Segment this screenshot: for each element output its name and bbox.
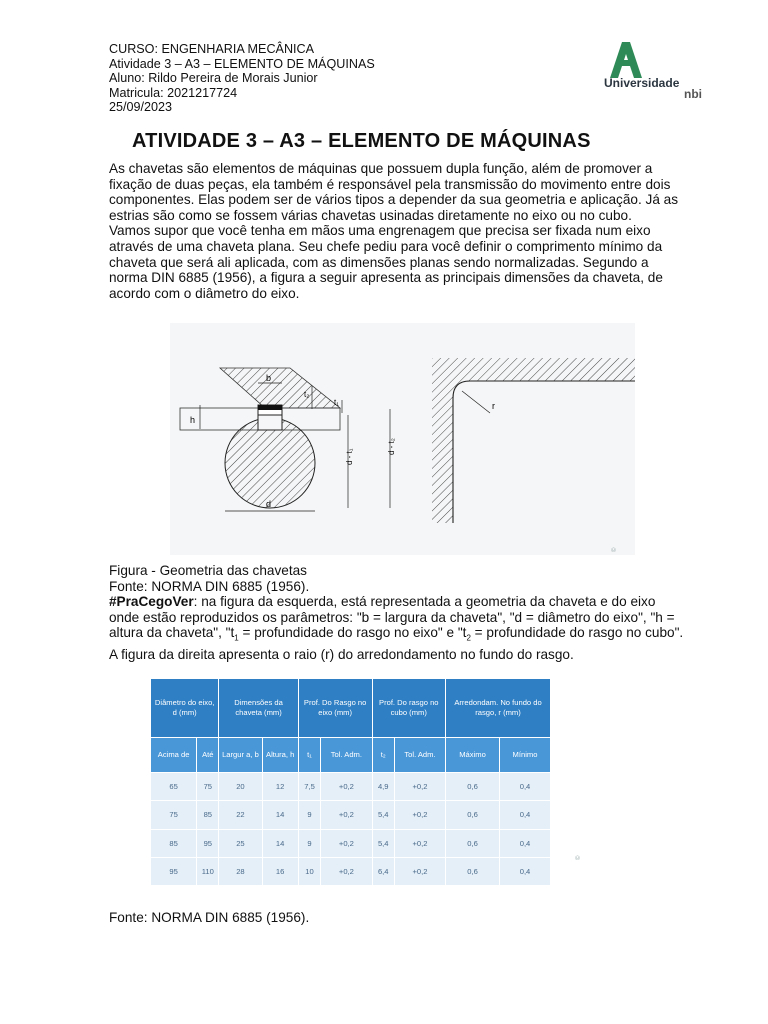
footer-source: Fonte: NORMA DIN 6885 (1956). <box>109 910 310 925</box>
logo-mark-icon <box>606 40 646 80</box>
label-d: d <box>266 499 272 509</box>
caption-title: Figura - Geometria das chavetas <box>109 563 307 578</box>
logo-text: Universidade <box>604 76 680 90</box>
label-h: h <box>190 415 196 425</box>
caption-description <box>109 594 689 662</box>
page-title: ATIVIDADE 3 – A3 – ELEMENTO DE MÁQUINAS <box>132 130 591 152</box>
paragraph-intro: As chavetas são elementos de máquinas que possuem dupla função, além de promover a fixação de duas peças, ela também é responsável pela transmissão do movimento entre dois componentes. Elas podem ser de vários tipos a depender da sua geometria e aplicação. Já as estrias são como se fossem várias chavetas usinadas diretamente no eixo ou no cubo. <box>109 161 679 223</box>
col-header: Tol. Adm. <box>394 737 445 772</box>
table-cell: 95 <box>197 829 219 857</box>
table-cell: 0,4 <box>500 857 551 885</box>
col-header: Altura, h <box>262 737 298 772</box>
label-b: b <box>266 373 272 383</box>
table-cell: 0,6 <box>446 857 500 885</box>
table-cell: 9 <box>298 829 321 857</box>
table-cell: 5,4 <box>372 829 394 857</box>
caption-sub1: 1 <box>234 634 239 644</box>
table-sub-header <box>151 737 551 772</box>
table-cell: +0,2 <box>321 801 372 829</box>
table-row <box>151 801 551 829</box>
header-registration: Matricula: 2021217724 <box>109 85 238 100</box>
table-cell: 110 <box>197 857 219 885</box>
label-t2: t₂ <box>304 390 310 399</box>
table-cell: 20 <box>219 773 262 801</box>
table-cell: +0,2 <box>321 857 372 885</box>
table-cell: +0,2 <box>394 857 445 885</box>
key-geometry-figure <box>170 323 635 555</box>
label-t1: t₁ <box>334 398 339 407</box>
table-cell: 95 <box>151 857 197 885</box>
table-cell: +0,2 <box>321 773 372 801</box>
group-key-dimensions: Dimensões da chaveta (mm) <box>219 679 298 738</box>
header-block <box>109 42 375 115</box>
table-cell: 0,6 <box>446 773 500 801</box>
group-hub-depth: Prof. Do rasgo no cubo (mm) <box>372 679 446 738</box>
body-text <box>109 161 689 301</box>
table-cell: +0,2 <box>394 829 445 857</box>
header-activity: Atividade 3 – A3 – ELEMENTO DE MÁQUINAS <box>109 56 375 71</box>
group-shaft-depth: Prof. Do Rasgo no eixo (mm) <box>298 679 372 738</box>
col-header: t₂ <box>372 737 394 772</box>
table-body <box>151 773 551 886</box>
col-header: Até <box>197 737 219 772</box>
header-course: CURSO: ENGENHARIA MECÂNICA <box>109 42 315 56</box>
table-row <box>151 829 551 857</box>
table-cell: 75 <box>151 801 197 829</box>
table-cell: 0,6 <box>446 829 500 857</box>
table-cell: 7,5 <box>298 773 321 801</box>
table-cell: 14 <box>262 801 298 829</box>
table-row <box>151 857 551 885</box>
label-r: r <box>492 401 495 411</box>
caption-source: Fonte: NORMA DIN 6885 (1956). <box>109 578 310 594</box>
label-d-t1: d - t₁ <box>345 448 354 465</box>
table-cell: 9 <box>298 801 321 829</box>
table-cell: 14 <box>262 829 298 857</box>
table-cell: 4,9 <box>372 773 394 801</box>
table-cell: +0,2 <box>394 773 445 801</box>
table-cell: 0,4 <box>500 773 551 801</box>
col-header: t₁ <box>298 737 321 772</box>
header-date: 25/09/2023 <box>109 100 173 115</box>
header-student: Aluno: Rildo Pereira de Morais Junior <box>109 71 318 86</box>
table-cell: 22 <box>219 801 262 829</box>
caption-sub2: 2 <box>466 634 471 644</box>
col-header: Tol. Adm. <box>321 737 372 772</box>
table-cell: 10 <box>298 857 321 885</box>
caption-desc-c: = profundidade do rasgo no cubo". A figura da direita apresenta o raio (r) do arredondamento no fundo do rasgo. <box>109 625 684 662</box>
dimensions-table <box>150 678 551 886</box>
col-header: Largur a, b <box>219 737 262 772</box>
table-cell: 0,6 <box>446 801 500 829</box>
table-cell: 75 <box>197 773 219 801</box>
table-cell: 85 <box>151 829 197 857</box>
table-cell: 5,4 <box>372 801 394 829</box>
table-cell: 28 <box>219 857 262 885</box>
table-cell: +0,2 <box>321 829 372 857</box>
table-cell: 0,4 <box>500 801 551 829</box>
din-6885-table <box>150 678 551 886</box>
table-cell: 12 <box>262 773 298 801</box>
watermark-figure: © <box>612 547 618 552</box>
logo-text-partial: nbi <box>684 87 702 101</box>
table-row <box>151 773 551 801</box>
group-shaft-diameter: Diâmetro do eixo, d (mm) <box>151 679 219 738</box>
figure-caption <box>109 563 689 662</box>
university-logo <box>556 32 711 112</box>
group-fillet-radius: Arredondam. No fundo do rasgo, r (mm) <box>446 679 551 738</box>
caption-tag: #PraCegoVer <box>109 594 194 610</box>
label-d-t2: d - t₂ <box>387 438 396 455</box>
col-header: Mínimo <box>500 737 551 772</box>
col-header: Máximo <box>446 737 500 772</box>
table-cell: 65 <box>151 773 197 801</box>
table-group-header <box>151 679 551 738</box>
caption-desc-a: : na figura da esquerda, está representada a geometria da chaveta e do eixo onde estão reproduzidos os parâmetros: "b = largura da chaveta", "d = diâmetro do eixo", "h = altura da chaveta", "t <box>109 594 675 641</box>
col-header: Acima de <box>151 737 197 772</box>
table-cell: 25 <box>219 829 262 857</box>
watermark-table: © <box>576 855 582 860</box>
caption-desc-b: = profundidade do rasgo no eixo" e "t <box>238 625 467 641</box>
table-cell: 85 <box>197 801 219 829</box>
table-cell: 6,4 <box>372 857 394 885</box>
table-cell: +0,2 <box>394 801 445 829</box>
table-cell: 0,4 <box>500 829 551 857</box>
key-geometry-drawing <box>170 323 635 555</box>
paragraph-problem: Vamos supor que você tenha em mãos uma engrenagem que precisa ser fixada num eixo através de uma chaveta plana. Seu chefe pediu para você definir o comprimento mínimo da chaveta que será ali aplicada, com as dimensões planas sendo normalizadas. Segundo a norma DIN 6885 (1956), a figura a seguir apresenta as principais dimensões da chaveta, de acordo com o diâmetro do eixo. <box>109 223 663 301</box>
table-cell: 16 <box>262 857 298 885</box>
